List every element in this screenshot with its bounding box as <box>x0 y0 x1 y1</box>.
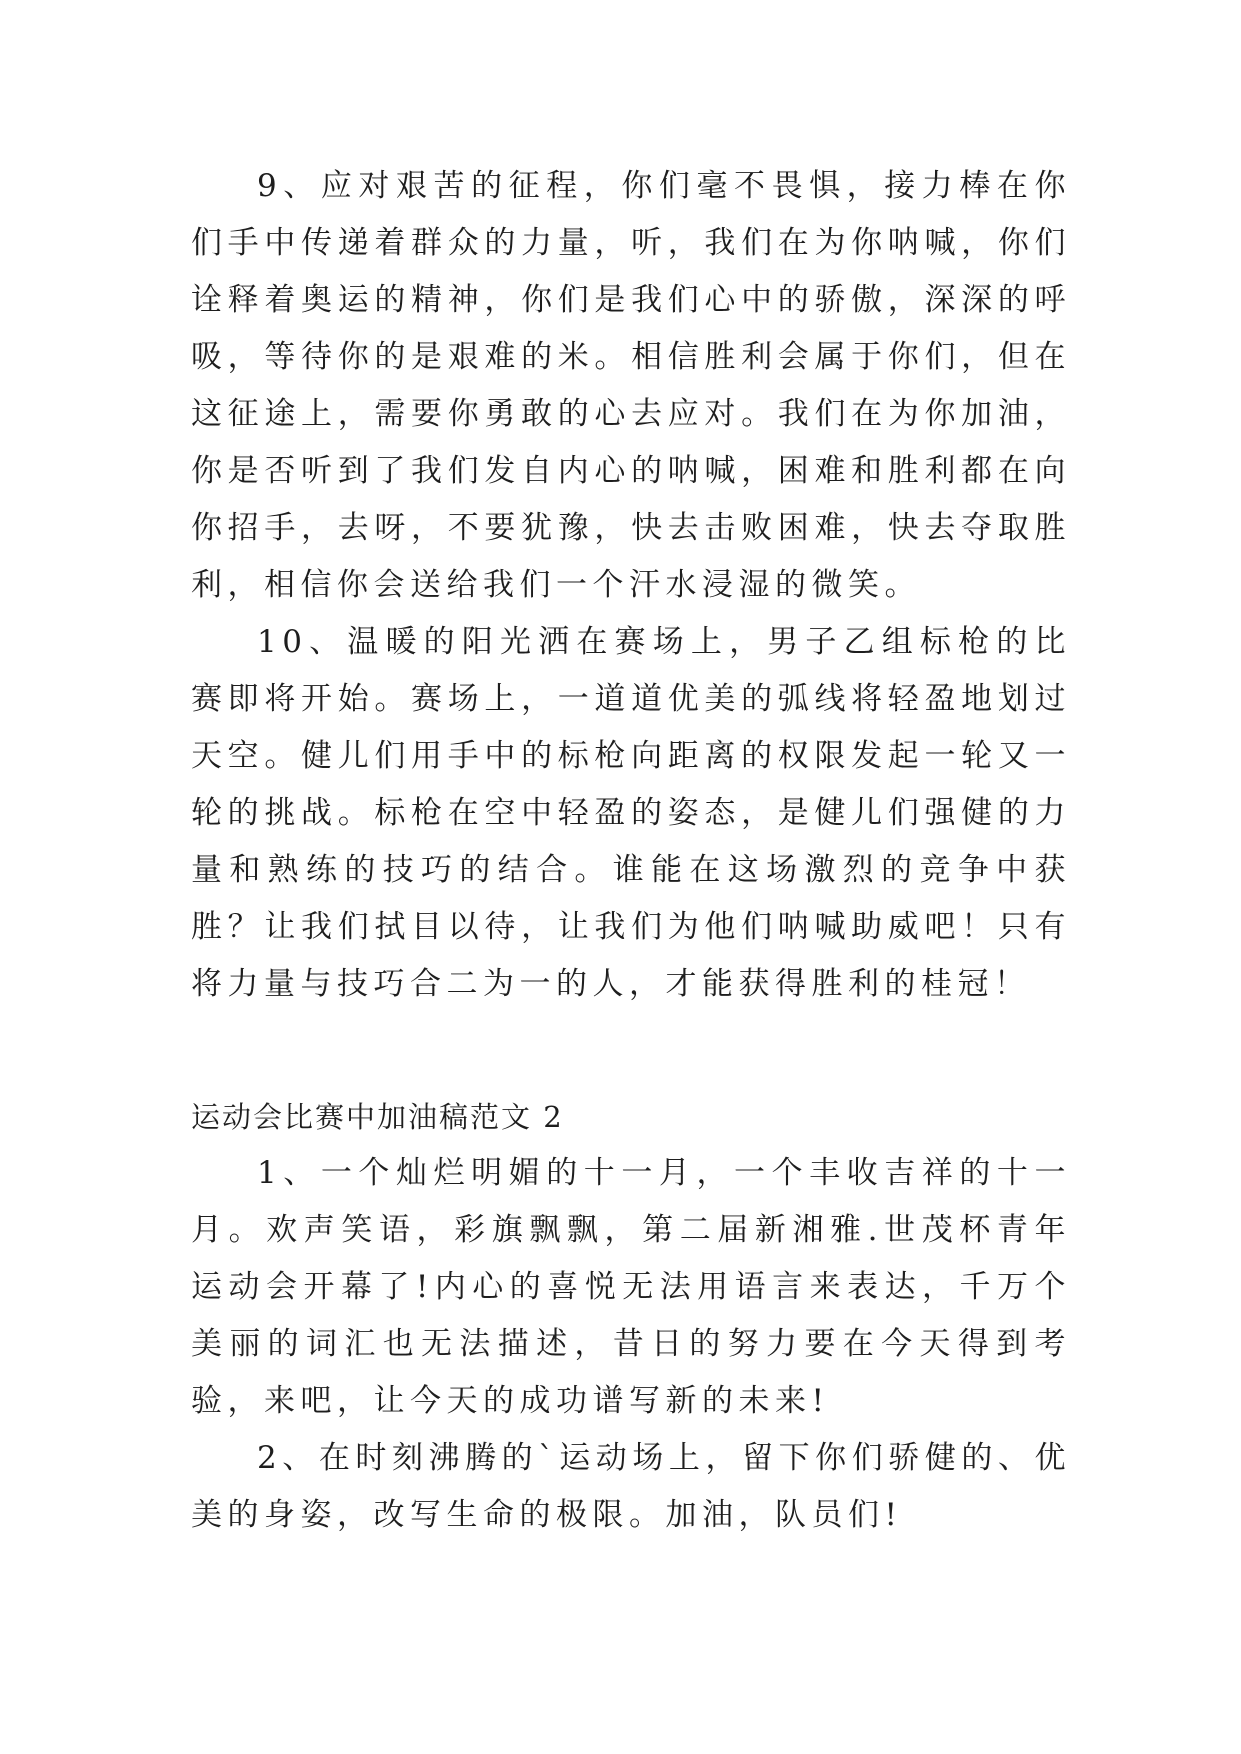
section-title: 运动会比赛中加油稿范文 2 <box>191 1100 564 1134</box>
document-body <box>191 158 1071 1544</box>
paragraph-2: 2、在时刻沸腾的`运动场上，留下你们骄健的、优美的身姿，改写生命的极限。加油，队员们! <box>191 1440 1071 1533</box>
paragraph-10: 10、温暖的阳光洒在赛场上，男子乙组标枪的比赛即将开始。赛场上，一道道优美的弧线将轻盈地划过天空。健儿们用手中的标枪向距离的权限发起一轮又一轮的挑战。标枪在空中轻盈的姿态，是健儿们强健的力量和熟练的技巧的结合。谁能在这场激烈的竞争中获胜？让我们拭目以待，让我们为他们呐喊助威吧！只有将力量与技巧合二为一的人，才能获得胜利的桂冠！ <box>191 624 1071 1002</box>
paragraph-9: 9、应对艰苦的征程，你们毫不畏惧，接力棒在你们手中传递着群众的力量，听，我们在为你呐喊，你们诠释着奥运的精神，你们是我们心中的骄傲，深深的呼吸，等待你的是艰难的米。相信胜利会属于你们，但在这征途上，需要你勇敢的心去应对。我们在为你加油，你是否听到了我们发自内心的呐喊，困难和胜利都在向你招手，去呀，不要犹豫，快去击败困难，快去夺取胜利，相信你会送给我们一个汗水浸湿的微笑。 <box>191 168 1071 603</box>
paragraph-1: 1、一个灿烂明媚的十一月，一个丰收吉祥的十一月。欢声笑语，彩旗飘飘，第二届新湘雅.世茂杯青年运动会开幕了!内心的喜悦无法用语言来表达，千万个美丽的词汇也无法描述，昔日的努力要在今天得到考验，来吧，让今天的成功谱写新的未来! <box>191 1155 1071 1419</box>
